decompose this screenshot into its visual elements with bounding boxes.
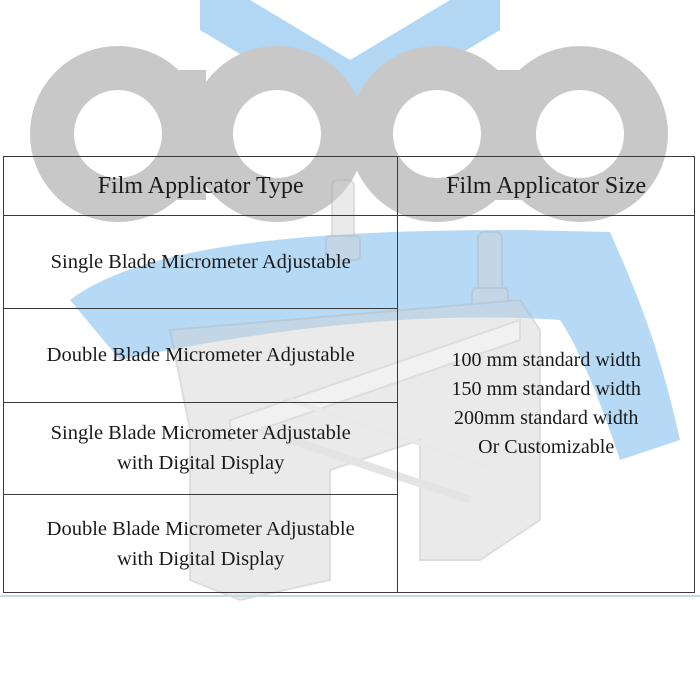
type-cell	[4, 402, 398, 495]
type-line: Double Blade Micrometer Adjustable	[46, 344, 355, 367]
type-line: Double Blade Micrometer Adjustable	[46, 517, 355, 540]
size-line: 200mm standard width	[453, 407, 639, 430]
size-line: 150 mm standard width	[451, 378, 641, 401]
type-line: with Digital Display	[116, 452, 285, 475]
type-cell	[4, 495, 398, 593]
type-cell	[4, 309, 398, 403]
type-line: with Digital Display	[116, 547, 285, 570]
table-header-row	[4, 157, 695, 216]
spec-table	[3, 156, 695, 593]
size-cell	[398, 216, 695, 593]
size-line: 100 mm standard width	[451, 349, 641, 372]
header-size: Film Applicator Size	[398, 157, 695, 216]
type-line: Single Blade Micrometer Adjustable	[50, 251, 351, 274]
type-cell	[4, 216, 398, 309]
bottom-divider	[0, 595, 700, 597]
type-line: Single Blade Micrometer Adjustable	[50, 422, 351, 445]
table-row	[4, 216, 695, 309]
size-line: Or Customizable	[478, 436, 615, 459]
header-type: Film Applicator Type	[4, 157, 398, 216]
